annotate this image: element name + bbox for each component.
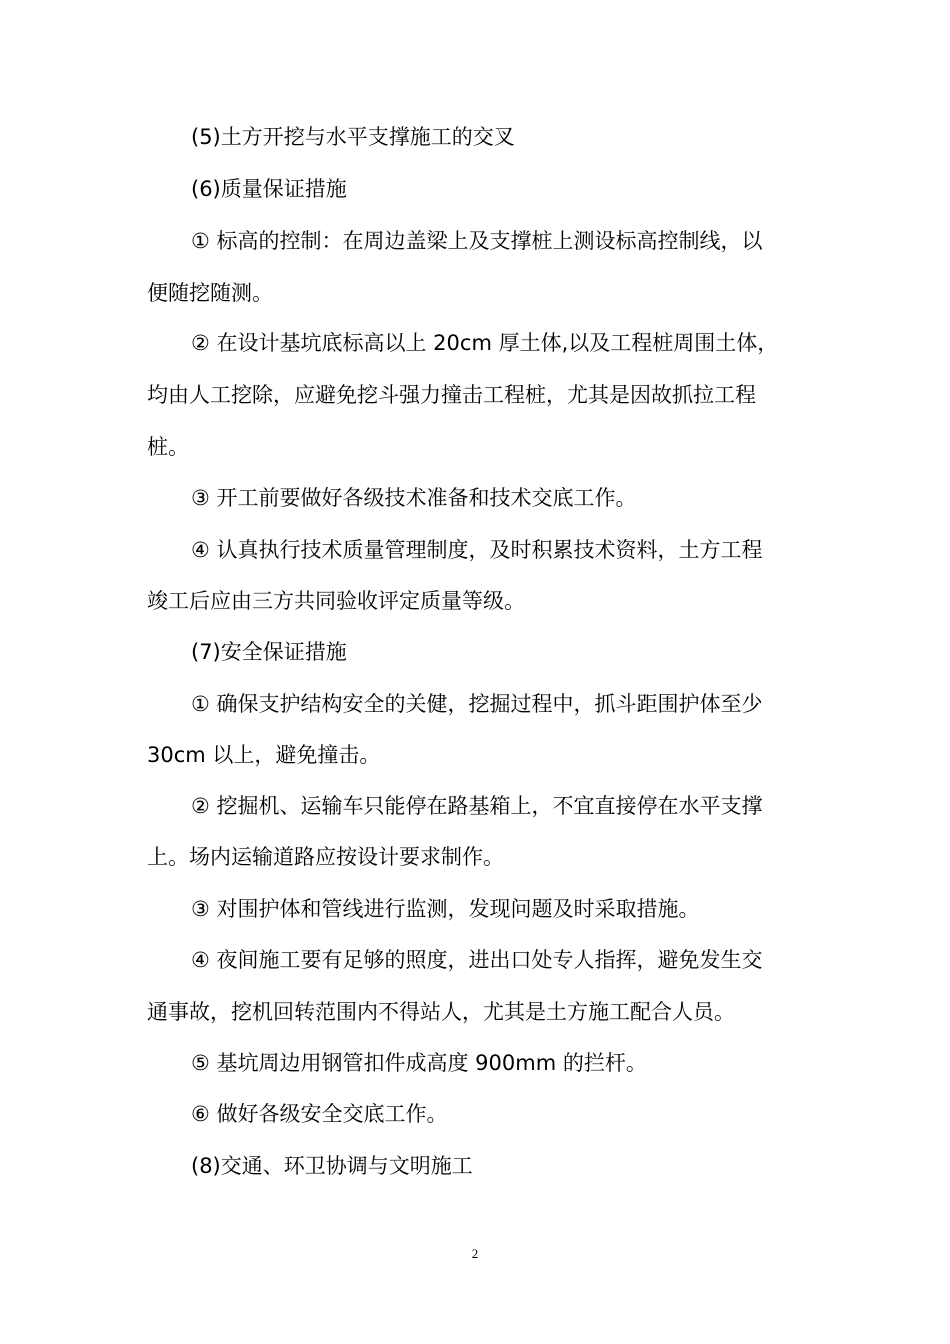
page-number: 2 bbox=[471, 1246, 479, 1261]
paragraph-line: ③ 开工前要做好各级技术准备和技术交底工作。 bbox=[191, 486, 637, 510]
heading-6-quality-assurance: (6)质量保证措施 bbox=[191, 177, 347, 201]
paragraph-line: ① 确保支护结构安全的关健，挖掘过程中，抓斗距围护体至少 bbox=[191, 692, 763, 716]
paragraph-line: 便随挖随测。 bbox=[147, 281, 273, 305]
paragraph-line: ④ 夜间施工要有足够的照度，进出口处专人指挥，避免发生交 bbox=[191, 948, 763, 972]
heading-8-traffic-sanitation: (8)交通、环卫协调与文明施工 bbox=[191, 1154, 473, 1178]
paragraph-line: ④ 认真执行技术质量管理制度，及时积累技术资料，土方工程 bbox=[191, 538, 763, 562]
paragraph-line: ⑤ 基坑周边用钢管扣件成高度 900mm 的拦杆。 bbox=[191, 1051, 647, 1075]
paragraph-line: 上。场内运输道路应按设计要求制作。 bbox=[147, 845, 504, 869]
paragraph-line: ② 在设计基坑底标高以上 20cm 厚土体,以及工程桩周围土体， bbox=[191, 331, 779, 355]
paragraph-line: ① 标高的控制：在周边盖梁上及支撑桩上测设标高控制线，以 bbox=[191, 229, 763, 253]
paragraph-line: 桩。 bbox=[147, 435, 189, 459]
paragraph-line: 30cm 以上，避免撞击。 bbox=[147, 743, 381, 767]
paragraph-line: 通事故，挖机回转范围内不得站人，尤其是土方施工配合人员。 bbox=[147, 1000, 735, 1024]
heading-7-safety-assurance: (7)安全保证措施 bbox=[191, 640, 347, 664]
paragraph-line: ③ 对围护体和管线进行监测，发现问题及时采取措施。 bbox=[191, 897, 700, 921]
heading-5-excavation-support-crossing: (5)土方开挖与水平支撑施工的交叉 bbox=[191, 125, 515, 149]
paragraph-line: 均由人工挖除，应避免挖斗强力撞击工程桩，尤其是因故抓拉工程 bbox=[147, 383, 756, 407]
paragraph-line: 竣工后应由三方共同验收评定质量等级。 bbox=[147, 589, 525, 613]
paragraph-line: ② 挖掘机、运输车只能停在路基箱上，不宜直接停在水平支撑 bbox=[191, 794, 763, 818]
paragraph-line: ⑥ 做好各级安全交底工作。 bbox=[191, 1102, 448, 1126]
